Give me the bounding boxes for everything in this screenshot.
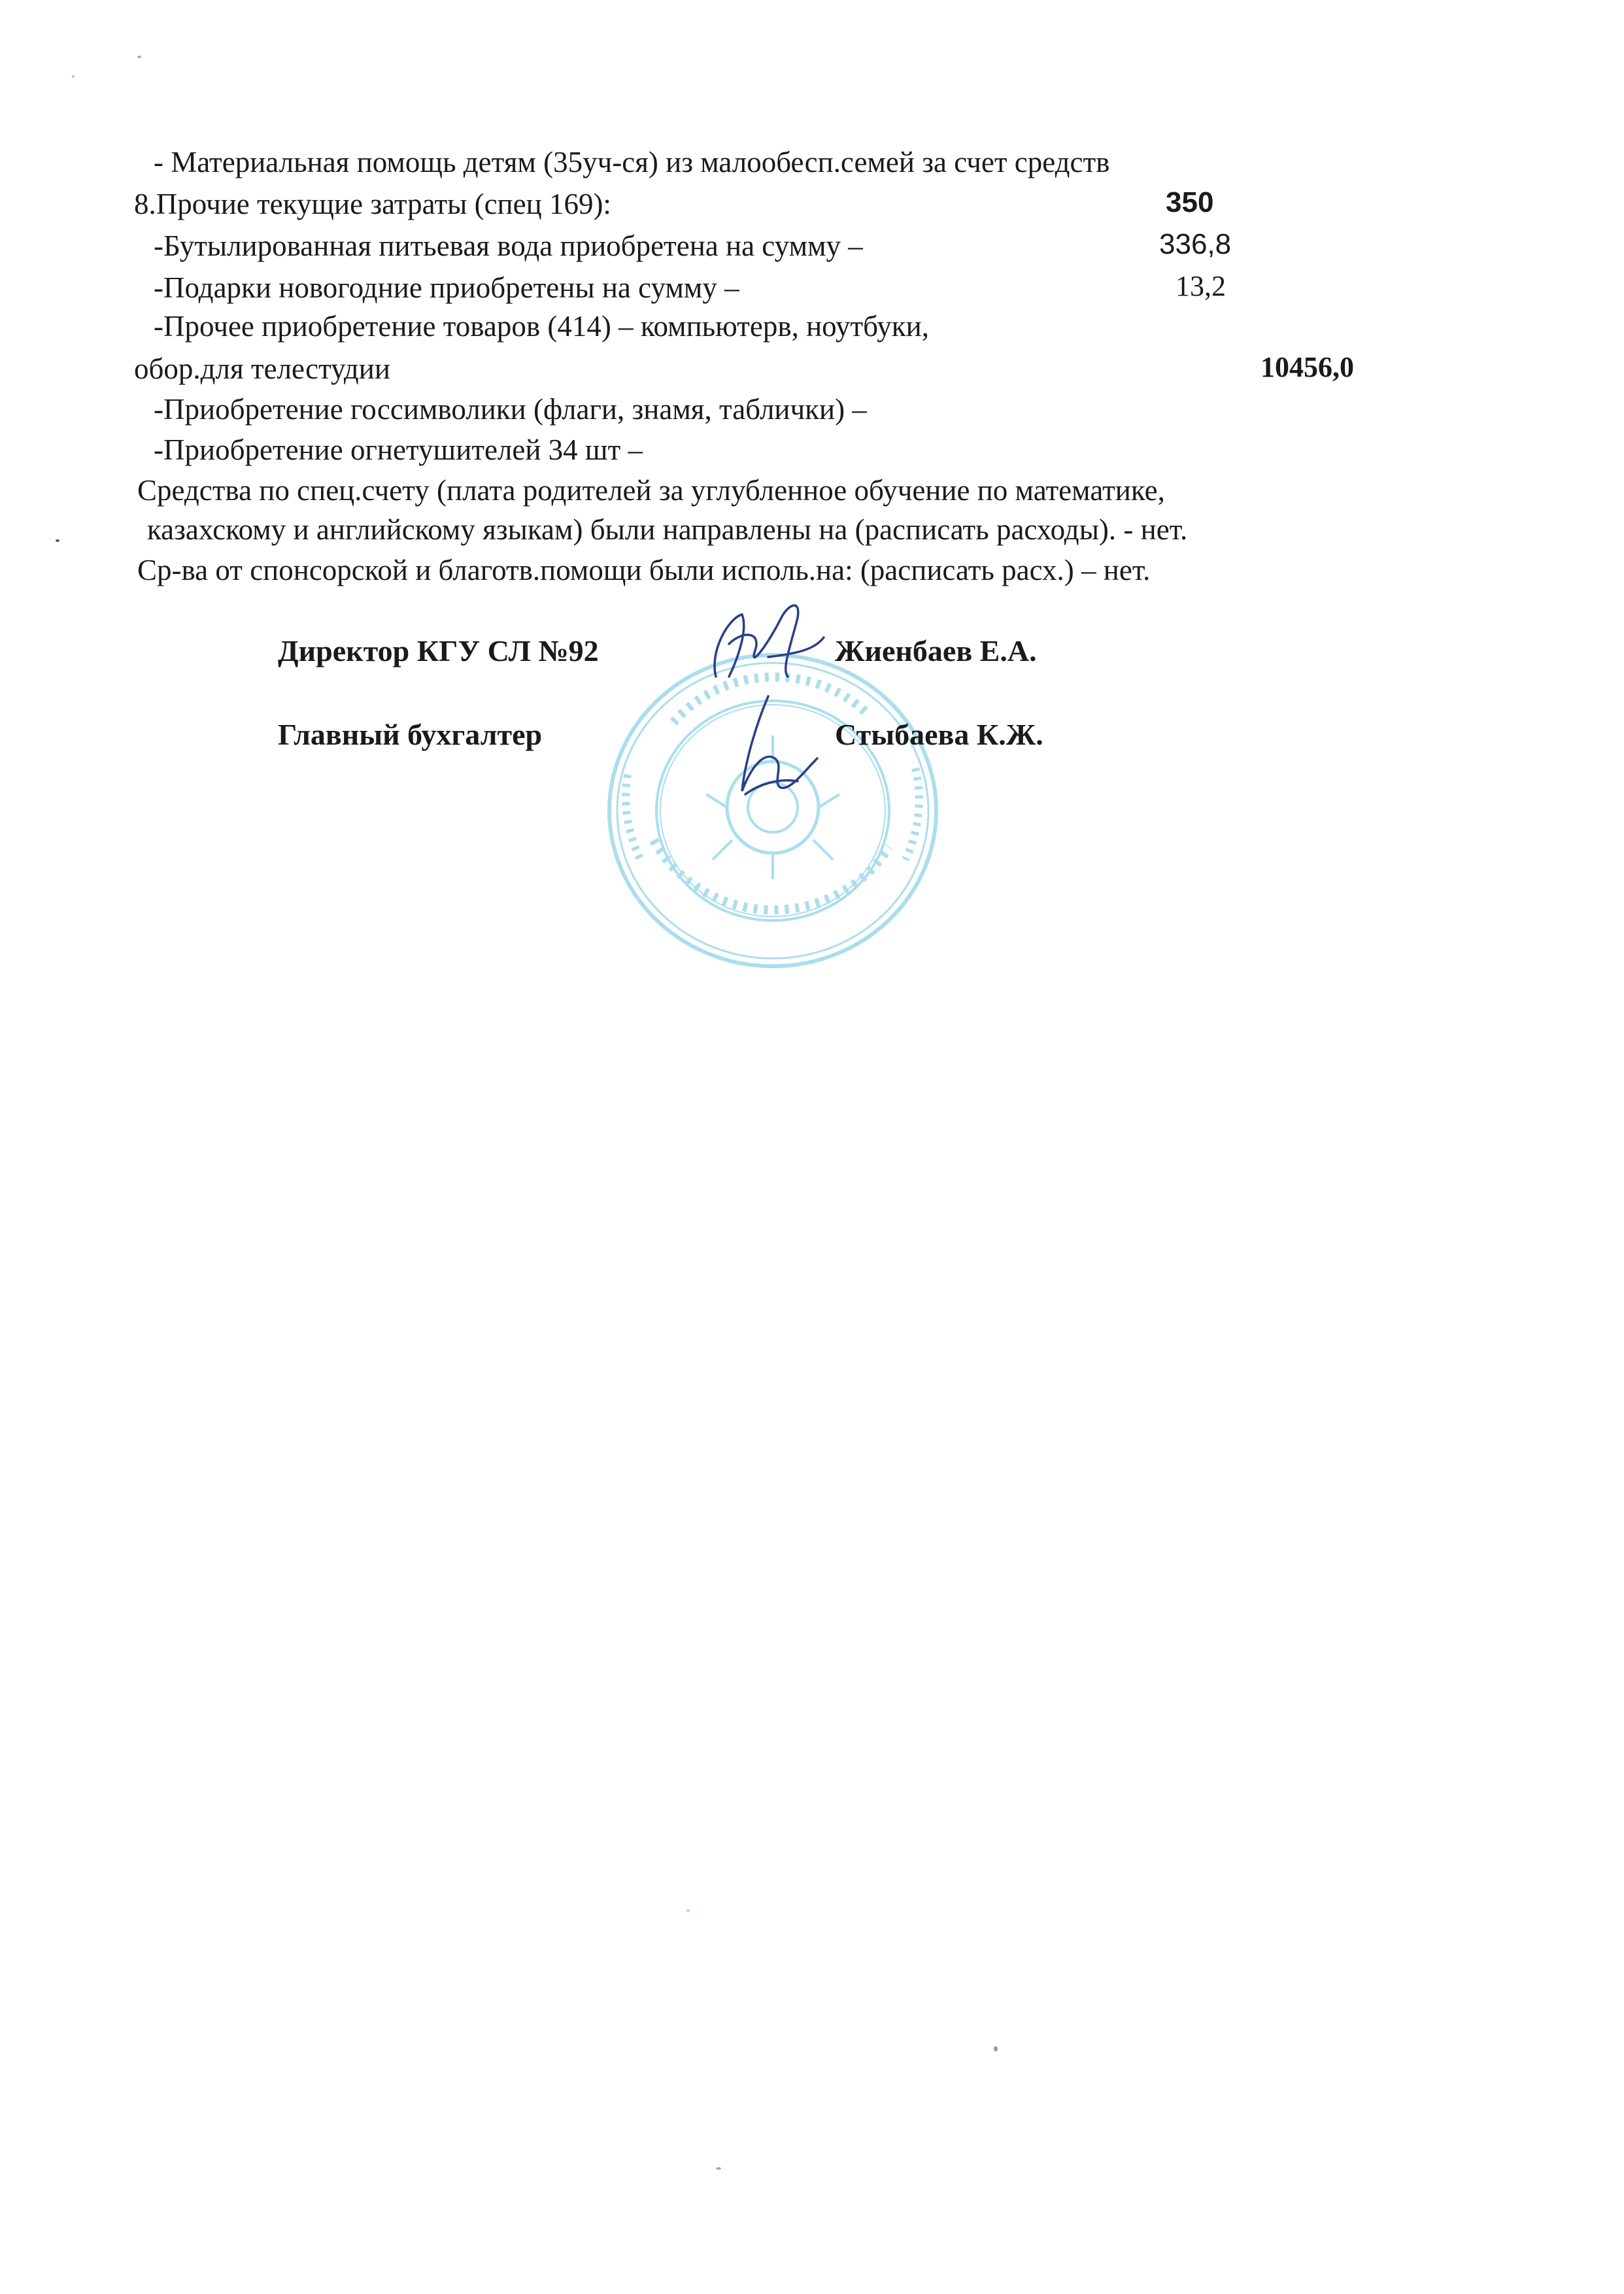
- text-line-gifts: -Подарки новогодние приобретены на сумму –: [154, 271, 739, 304]
- text-line-other-costs: 8.Прочие текущие затраты (спец 169):: [134, 188, 611, 220]
- accountant-signature: [719, 686, 830, 804]
- text-line-goods: -Прочее приобретение товаров (414) – компьютерв, ноутбуки,: [154, 310, 929, 343]
- scan-speck: [72, 75, 75, 78]
- amount-other-costs-total: 350: [1166, 186, 1214, 218]
- accountant-name: Стыбаева К.Ж.: [835, 718, 1043, 751]
- scan-speck: [994, 2046, 998, 2051]
- scan-speck: [686, 1909, 690, 1912]
- text-line-material-aid: - Материальная помощь детям (35уч-ся) из малообесп.семей за счет средств: [154, 146, 1110, 178]
- amount-goods-total: 10456,0: [1260, 351, 1354, 383]
- director-signature: [683, 592, 834, 696]
- director-title: Директор КГУ СЛ №92: [278, 634, 599, 667]
- scan-speck: [716, 2167, 721, 2170]
- amount-water: 336,8: [1159, 228, 1232, 260]
- text-line-tv-studio: обор.для телестудии: [134, 352, 390, 385]
- text-line-extinguishers: -Приобретение огнетушителей 34 шт –: [154, 433, 643, 466]
- scan-speck: [56, 539, 59, 542]
- accountant-title: Главный бухгалтер: [278, 718, 543, 751]
- text-line-special-account-cont: казахскому и английскому языкам) были направлены на (расписать расходы). - нет.: [147, 513, 1188, 546]
- scan-speck: [137, 56, 141, 58]
- text-line-sponsorship: Ср-ва от спонсорской и благотв.помощи были исполь.на: (расписать расх.) – нет.: [137, 554, 1151, 586]
- text-line-water: -Бутылированная питьевая вода приобретена на сумму –: [154, 229, 863, 262]
- director-name: Жиенбаев Е.А.: [835, 634, 1037, 667]
- text-line-state-symbols: -Приобретение госсимволики (флаги, знамя, таблички) –: [154, 393, 867, 426]
- amount-gifts: 13,2: [1176, 270, 1226, 302]
- text-line-special-account: Средства по спец.счету (плата родителей за углубленное обучение по математике,: [137, 474, 1165, 507]
